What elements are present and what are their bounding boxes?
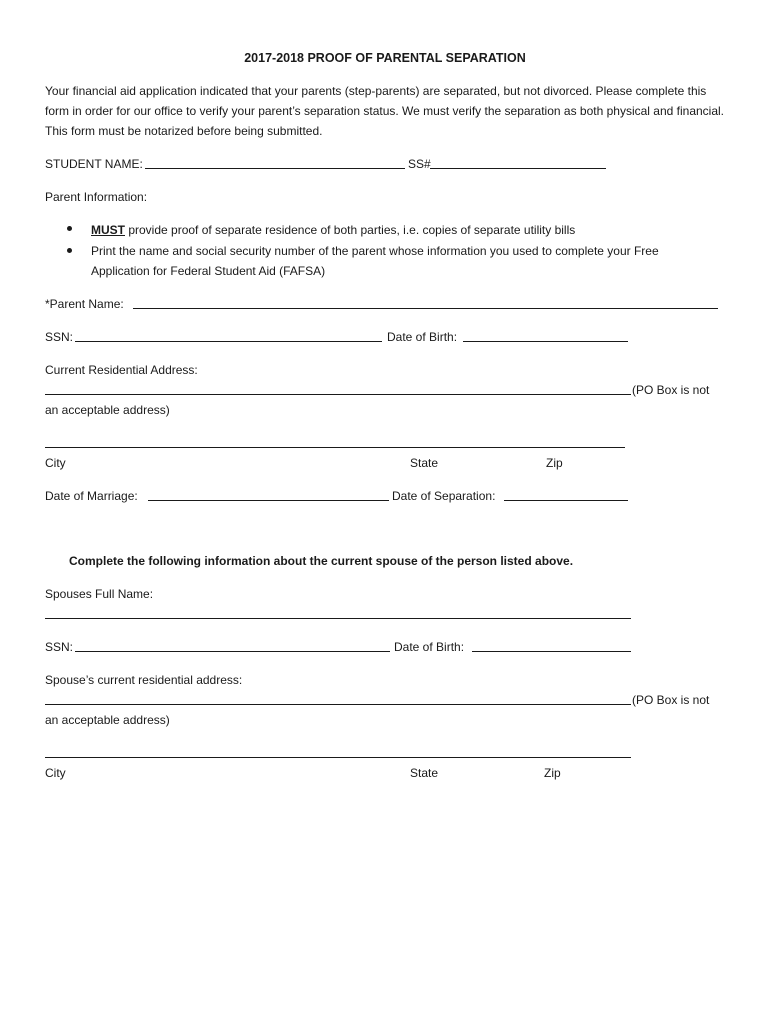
parent-name-label: *Parent Name: (45, 297, 124, 311)
parent-zip-label: Zip (546, 456, 563, 470)
bullet-proof-text: provide proof of separate residence of both parties, i.e. copies of separate utility bills (125, 223, 576, 237)
separation-date-label: Date of Separation: (392, 489, 496, 503)
spouse-zip-label: Zip (544, 766, 561, 780)
po-box-note: (PO Box is not (632, 383, 710, 397)
spouse-dob-label: Date of Birth: (394, 640, 465, 654)
bullet-icon (67, 226, 72, 231)
spouse-section-heading: Complete the following information about the current spouse of the person listed above. (69, 554, 574, 568)
bullet-fafsa-line2: Application for Federal Student Aid (FAFSA) (91, 264, 326, 278)
parent-address-label: Current Residential Address: (45, 363, 198, 377)
parent-name-field[interactable] (133, 308, 718, 309)
spouse-po-box-note-cont: an acceptable address) (45, 713, 170, 727)
parent-state-label: State (410, 456, 439, 470)
must-emphasis: MUST (91, 223, 125, 237)
spouse-address-field[interactable] (45, 704, 631, 705)
parent-ssn-label: SSN: (45, 330, 74, 344)
intro-paragraph: Your financial aid application indicated that your parents (step-parents) are separated, but not divorced. Please complete this form in order for our office to verify your parent’s separation status. We must verify the separation as both physical and financial. This form must be notarized before being submitted. (45, 84, 725, 138)
parent-city-state-zip-field[interactable] (45, 447, 625, 448)
marriage-date-label: Date of Marriage: (45, 489, 138, 503)
bullet-icon (67, 248, 72, 253)
spouse-address-label: Spouse’s current residential address: (45, 673, 243, 687)
spouse-state-label: State (410, 766, 439, 780)
spouse-po-box-note: (PO Box is not (632, 693, 710, 707)
parent-dob-label: Date of Birth: (387, 330, 458, 344)
parent-ssn-field[interactable] (75, 341, 382, 342)
page-title: 2017-2018 PROOF OF PARENTAL SEPARATION (244, 51, 526, 65)
spouse-dob-field[interactable] (472, 651, 631, 652)
parent-info-heading: Parent Information: (45, 190, 148, 204)
parent-dob-field[interactable] (463, 341, 628, 342)
spouse-name-label: Spouses Full Name: (45, 587, 154, 601)
student-name-label: STUDENT NAME: (45, 157, 143, 171)
parent-city-label: City (45, 456, 66, 470)
separation-date-field[interactable] (504, 500, 628, 501)
spouse-ssn-field[interactable] (75, 651, 390, 652)
student-name-field[interactable] (145, 168, 405, 169)
spouse-city-state-zip-field[interactable] (45, 757, 631, 758)
bullet-fafsa-line1: Print the name and social security number of the parent whose information you used to complete your Free (91, 244, 659, 258)
parent-address-field[interactable] (45, 394, 631, 395)
bullet-proof-residence (91, 222, 575, 238)
student-ss-field[interactable] (430, 168, 606, 169)
spouse-ssn-label: SSN: (45, 640, 74, 654)
marriage-date-field[interactable] (148, 500, 389, 501)
po-box-note-cont: an acceptable address) (45, 403, 170, 417)
spouse-name-field[interactable] (45, 618, 631, 619)
spouse-city-label: City (45, 766, 66, 780)
student-ss-label: SS# (408, 157, 431, 171)
